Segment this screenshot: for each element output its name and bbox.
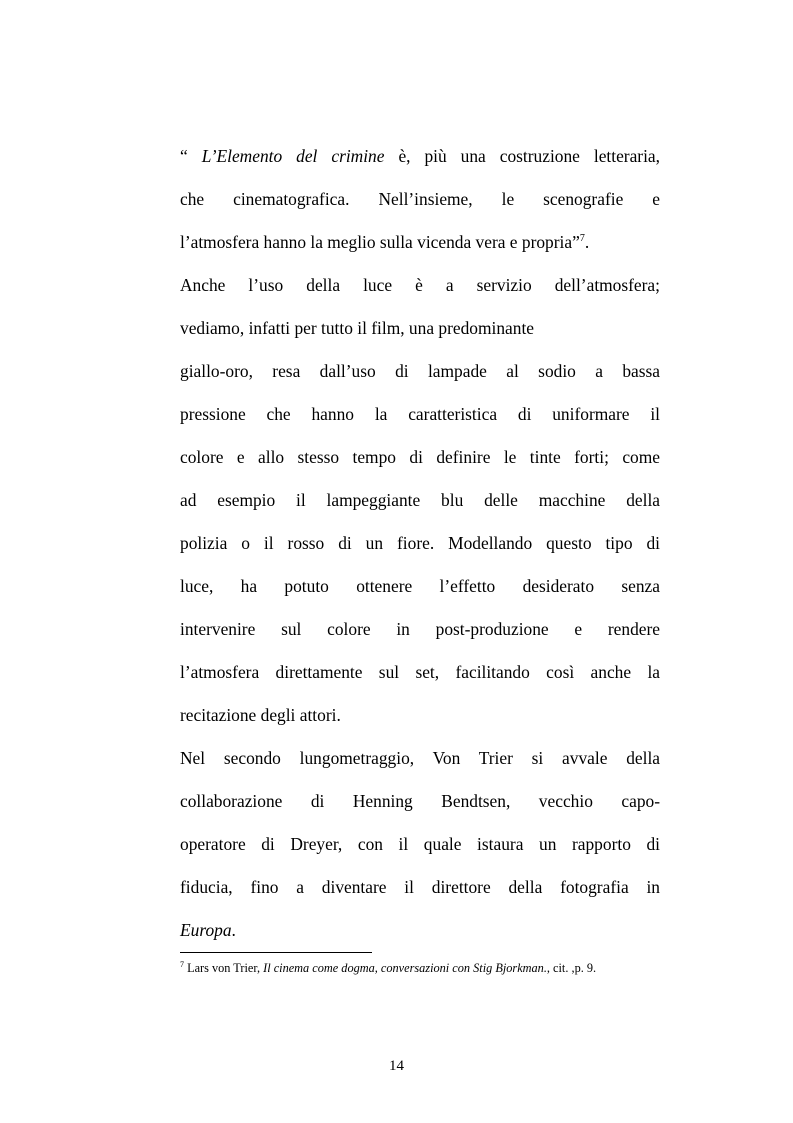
film-title: Europa	[180, 920, 232, 940]
film-title: L’Elemento del crimine	[201, 146, 385, 166]
line-text: .	[231, 920, 236, 940]
footnote-citation: , cit. ,p. 9.	[546, 961, 597, 975]
opening-quote: “	[180, 146, 202, 166]
paragraph-line: che cinematografica. Nell’insieme, le scenografie e	[180, 189, 660, 209]
paragraph-line: luce, ha potuto ottenere l’effetto desiderato senza	[180, 576, 660, 596]
paragraph-line: ad esempio il lampeggiante blu delle macchine della	[180, 490, 660, 510]
paragraph-line: l’atmosfera direttamente sul set, facilitando così anche la	[180, 662, 660, 682]
paragraph-line: vediamo, infatti per tutto il film, una predominante	[180, 318, 535, 338]
footnote-number: 7	[180, 960, 184, 969]
paragraph-line	[180, 232, 660, 252]
paragraph-line: Anche l’uso della luce è a servizio dell’atmosfera;	[180, 275, 660, 295]
footnote	[180, 960, 596, 976]
paragraph-line	[180, 920, 660, 940]
footnote-separator	[180, 952, 372, 953]
paragraph-line: operatore di Dreyer, con il quale istaura un rapporto di	[180, 834, 660, 854]
paragraph-line: giallo-oro, resa dall’uso di lampade al sodio a bassa	[180, 361, 660, 381]
paragraph-line: Nel secondo lungometraggio, Von Trier si avvale della	[180, 748, 660, 768]
paragraph-line: pressione che hanno la caratteristica di uniformare il	[180, 404, 660, 424]
paragraph-line: colore e allo stesso tempo di definire le tinte forti; come	[180, 447, 660, 467]
paragraph-line: fiducia, fino a diventare il direttore della fotografia in	[180, 877, 660, 897]
page-number: 14	[389, 1058, 404, 1074]
paragraph-line: intervenire sul colore in post-produzione e rendere	[180, 619, 660, 639]
line-text: l’atmosfera hanno la meglio sulla vicenda vera e propria”	[180, 232, 580, 252]
footnote-author: Lars von Trier,	[184, 961, 264, 975]
line-text: .	[584, 232, 590, 252]
paragraph-line: polizia o il rosso di un fiore. Modellando questo tipo di	[180, 533, 660, 553]
footnote-title: Il cinema come dogma, conversazioni con Stig Bjorkman.	[263, 961, 547, 975]
paragraph-line: collaborazione di Henning Bendtsen, vecchio capo-	[180, 791, 660, 811]
line-text: è, più una costruzione letteraria,	[384, 146, 660, 166]
paragraph-line	[180, 146, 660, 166]
paragraph-line: recitazione degli attori.	[180, 705, 341, 725]
footnote-reference[interactable]: 7	[579, 233, 585, 244]
